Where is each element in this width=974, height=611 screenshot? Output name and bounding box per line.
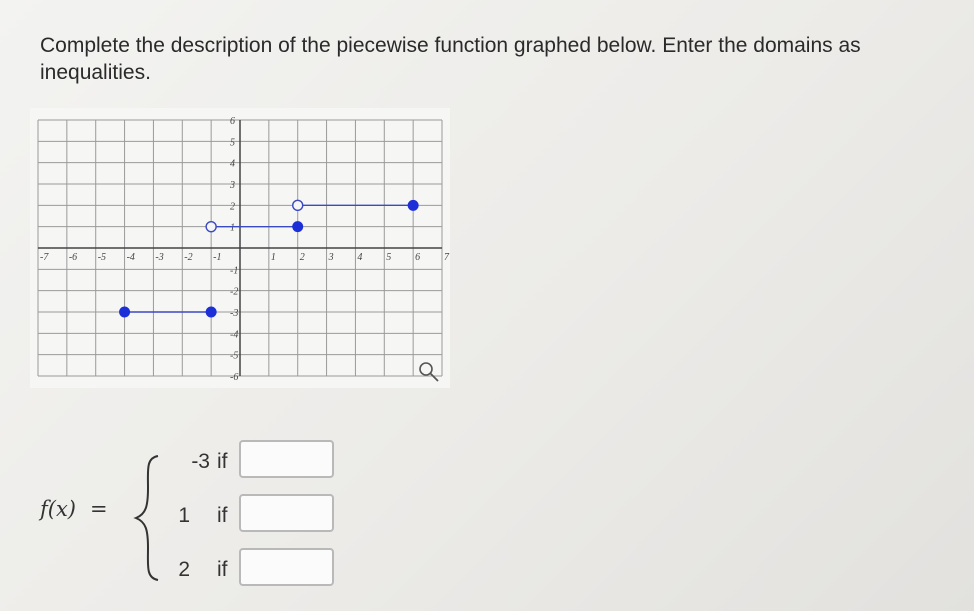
y-tick-label: -6 bbox=[230, 372, 239, 383]
closed-endpoint-3-end bbox=[408, 200, 419, 211]
case-if-1: if bbox=[217, 450, 228, 473]
y-tick-label: 5 bbox=[230, 137, 235, 149]
y-tick-label: 3 bbox=[230, 180, 235, 191]
x-tick-label: 4 bbox=[357, 252, 363, 263]
case-value-2: 1 bbox=[178, 504, 190, 527]
function-label-row bbox=[40, 497, 108, 521]
closed-endpoint-2-end bbox=[292, 221, 303, 232]
y-tick-label: 2 bbox=[230, 201, 235, 213]
case-if-2: if bbox=[217, 504, 228, 527]
case-value-3: 2 bbox=[178, 558, 190, 581]
question-prompt: Complete the description of the piecewise function graphed below. Enter the domains as inequalities. bbox=[40, 34, 861, 84]
x-tick-label: 2 bbox=[299, 252, 305, 263]
function-name: f(x) bbox=[40, 497, 77, 521]
domain-input-3[interactable] bbox=[239, 548, 334, 586]
x-tick-label: -7 bbox=[40, 252, 49, 263]
x-tick-label: -6 bbox=[68, 252, 78, 263]
y-tick-label: 4 bbox=[230, 158, 235, 170]
closed-endpoint-1-start bbox=[119, 307, 130, 318]
closed-endpoint-1-end bbox=[206, 307, 217, 318]
x-tick-label: -1 bbox=[213, 252, 222, 263]
y-tick-label: -5 bbox=[230, 350, 239, 362]
domain-input-2[interactable] bbox=[239, 494, 334, 532]
y-tick-label: 1 bbox=[230, 222, 235, 234]
y-tick-label: -4 bbox=[230, 329, 239, 341]
case-value-1: -3 bbox=[191, 450, 210, 473]
x-tick-label: -3 bbox=[155, 252, 164, 263]
case-if-3: if bbox=[217, 558, 228, 581]
y-tick-label: -3 bbox=[230, 308, 239, 319]
open-endpoint-3-start bbox=[293, 200, 303, 210]
x-tick-label: 6 bbox=[415, 252, 421, 263]
x-tick-label: -4 bbox=[126, 252, 135, 263]
y-tick-label: -1 bbox=[230, 265, 239, 277]
equals-sign: = bbox=[90, 497, 108, 521]
magnify-icon[interactable] bbox=[416, 360, 442, 384]
function-graph bbox=[30, 108, 450, 388]
x-tick-label: 1 bbox=[270, 252, 276, 263]
x-tick-label: 5 bbox=[386, 252, 392, 263]
domain-input-1[interactable] bbox=[239, 440, 334, 478]
x-tick-label: -5 bbox=[97, 252, 107, 263]
y-tick-label: 6 bbox=[230, 116, 235, 127]
y-tick-label: -2 bbox=[230, 286, 239, 298]
x-tick-label: 7 bbox=[444, 252, 449, 263]
graph-canvas bbox=[30, 108, 450, 388]
x-tick-label: 3 bbox=[328, 252, 334, 263]
x-tick-label: -2 bbox=[184, 252, 193, 263]
open-endpoint-2-start bbox=[206, 222, 216, 232]
